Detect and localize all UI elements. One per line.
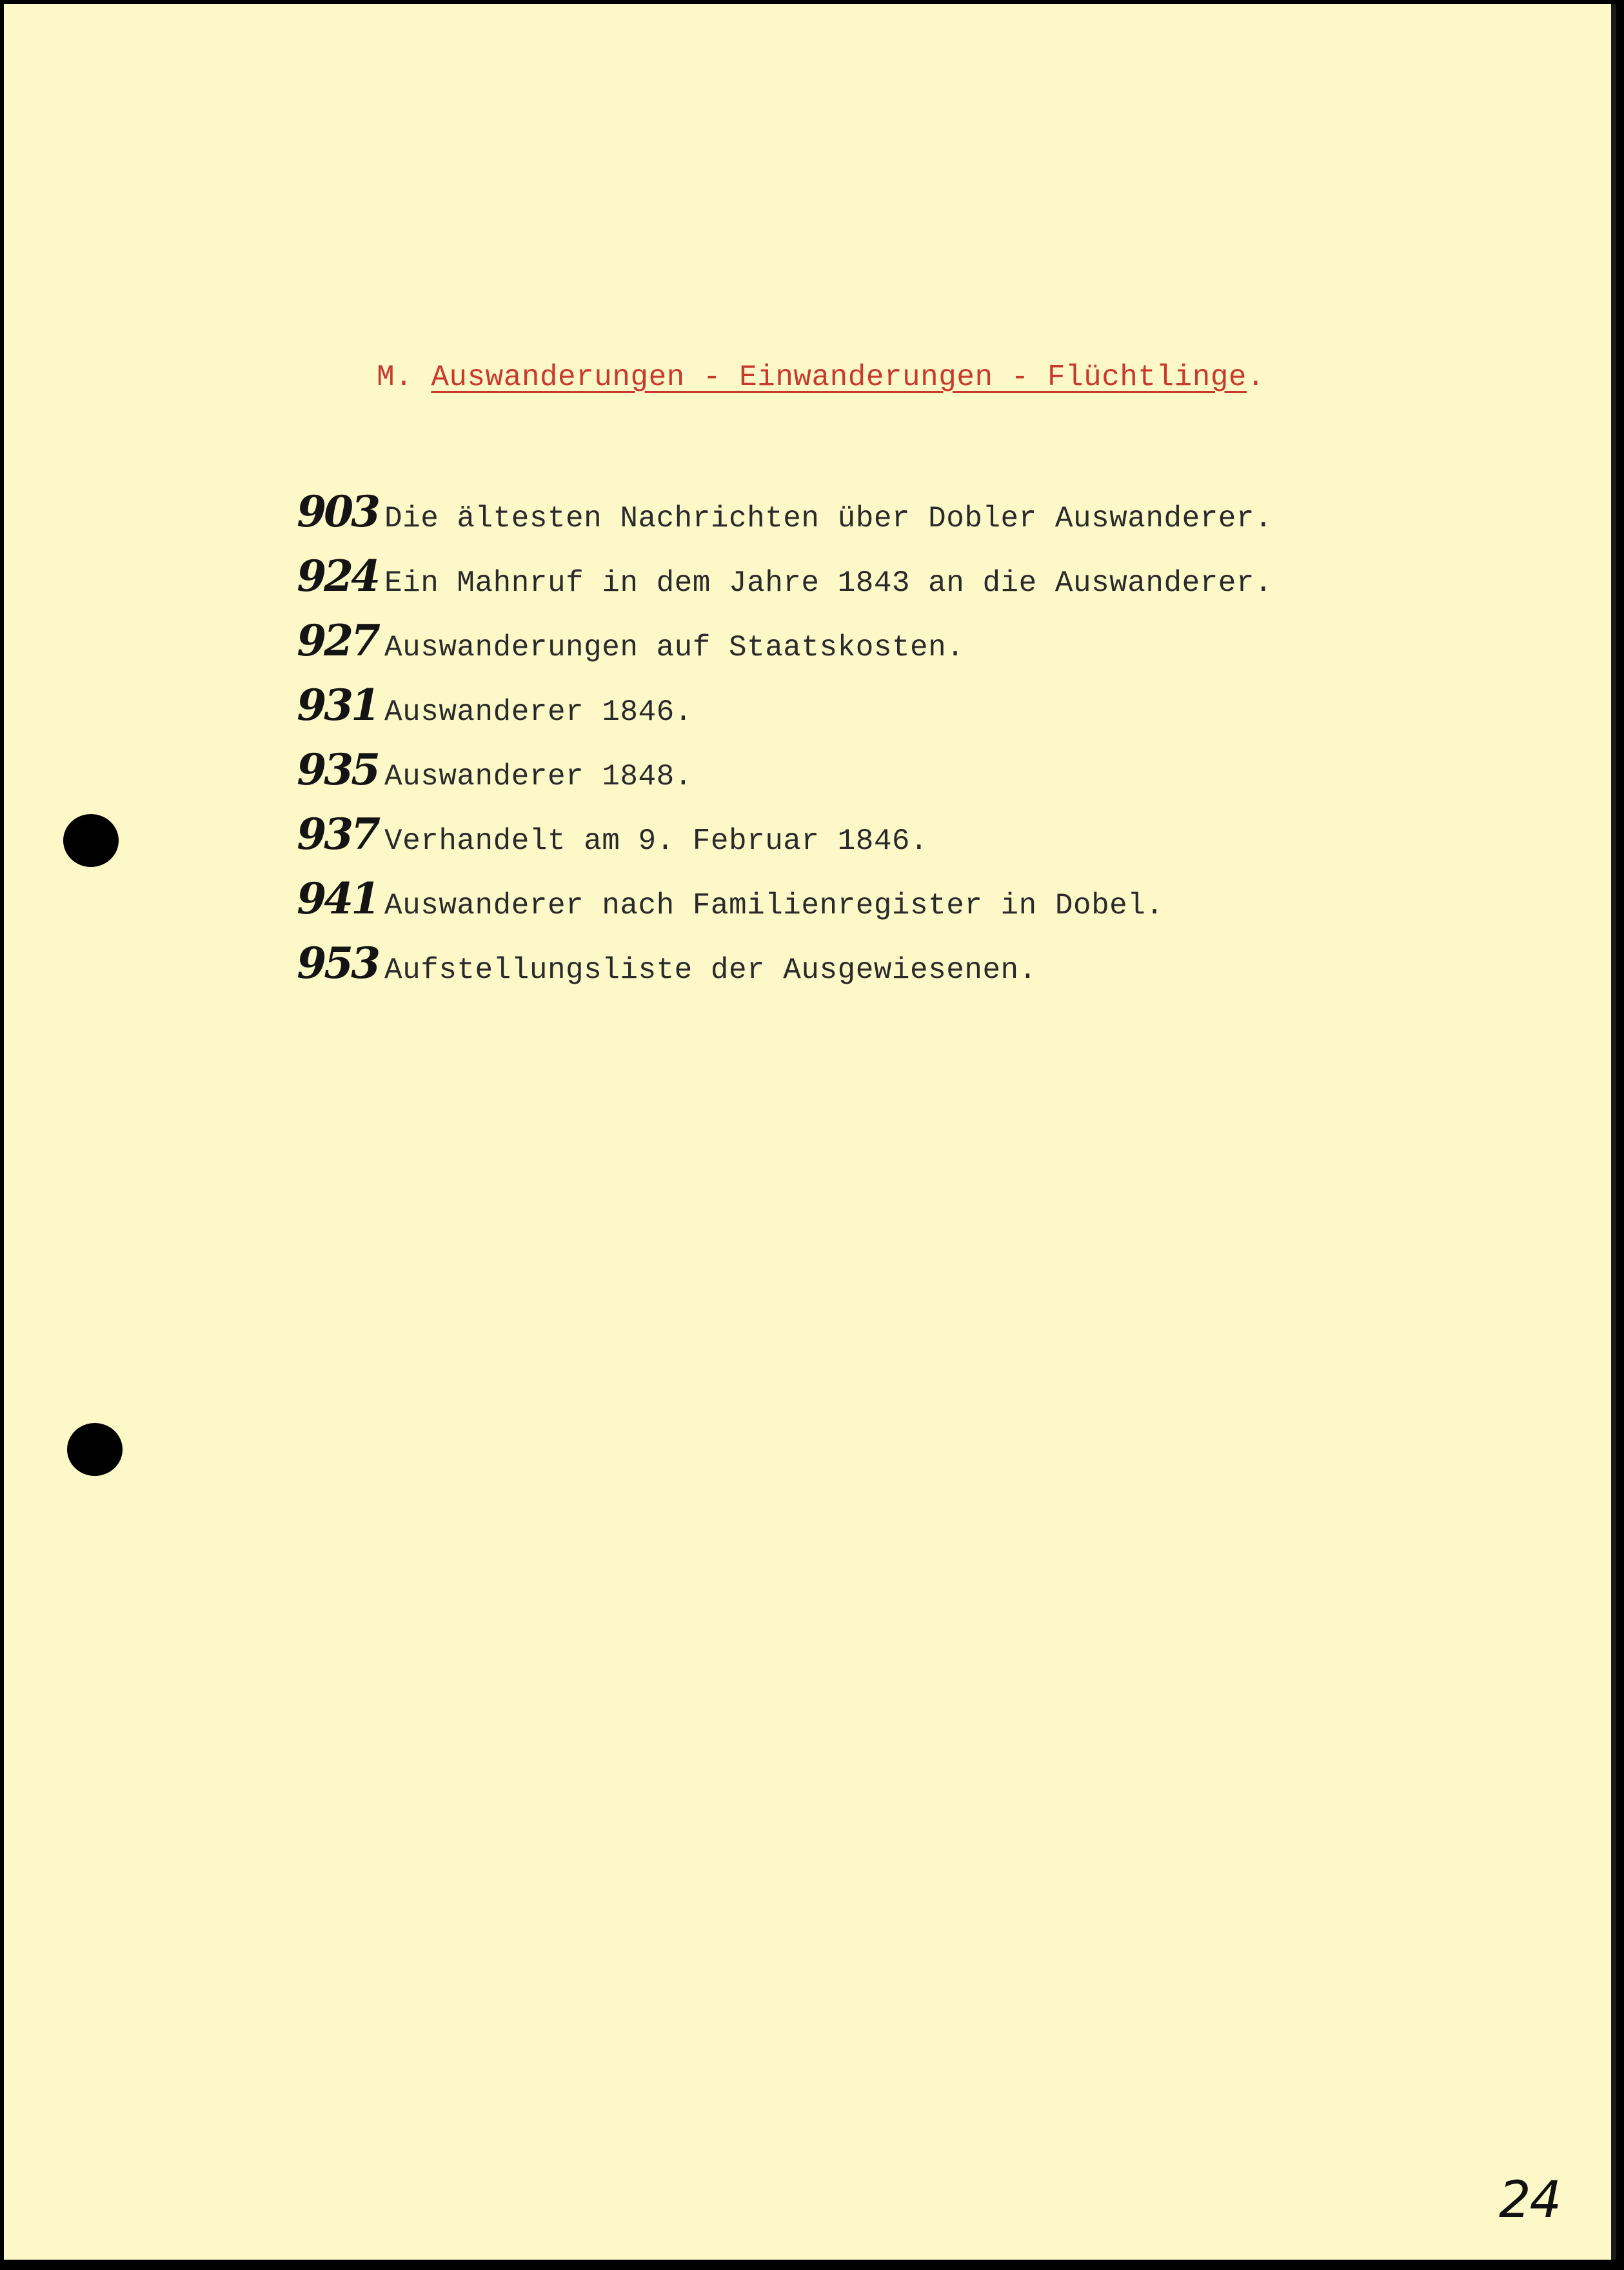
list-item xyxy=(275,551,1272,615)
entry-list xyxy=(275,486,1272,1002)
section-heading-title: Auswanderungen - Einwanderungen - Flüchtlinge xyxy=(431,361,1247,394)
entry-title: Aufstellungsliste der Ausgewiesenen. xyxy=(384,953,1037,987)
list-item xyxy=(275,938,1272,1002)
entry-title: Verhandelt am 9. Februar 1846. xyxy=(384,824,929,858)
entry-title: Auswanderer nach Familienregister in Dobel. xyxy=(384,889,1164,922)
document-page xyxy=(4,4,1616,2260)
list-item xyxy=(275,486,1272,551)
punch-hole xyxy=(67,1423,123,1476)
section-heading-suffix: . xyxy=(1247,361,1265,394)
entry-number: 927 xyxy=(297,615,378,666)
entry-number: 941 xyxy=(297,873,378,924)
entry-number: 924 xyxy=(297,551,378,601)
list-item xyxy=(275,615,1272,680)
entry-number: 903 xyxy=(297,486,378,537)
list-item xyxy=(275,680,1272,744)
entry-number: 935 xyxy=(297,744,378,795)
entry-title: Auswanderer 1848. xyxy=(384,760,693,793)
section-heading xyxy=(377,357,1265,397)
entry-title: Auswanderungen auf Staatskosten. xyxy=(384,631,965,664)
list-item xyxy=(275,873,1272,938)
punch-hole xyxy=(63,814,119,867)
section-heading-prefix: M. xyxy=(377,361,431,394)
entry-number: 931 xyxy=(297,680,378,730)
list-item xyxy=(275,809,1272,873)
entry-number: 953 xyxy=(297,938,378,988)
entry-title: Ein Mahnruf in dem Jahre 1843 an die Auswanderer. xyxy=(384,566,1273,600)
entry-title: Auswanderer 1846. xyxy=(384,695,693,729)
page-number: 24 xyxy=(1499,2171,1561,2229)
entry-title: Die ältesten Nachrichten über Dobler Auswanderer. xyxy=(384,502,1273,535)
list-item xyxy=(275,744,1272,809)
entry-number: 937 xyxy=(297,809,378,859)
